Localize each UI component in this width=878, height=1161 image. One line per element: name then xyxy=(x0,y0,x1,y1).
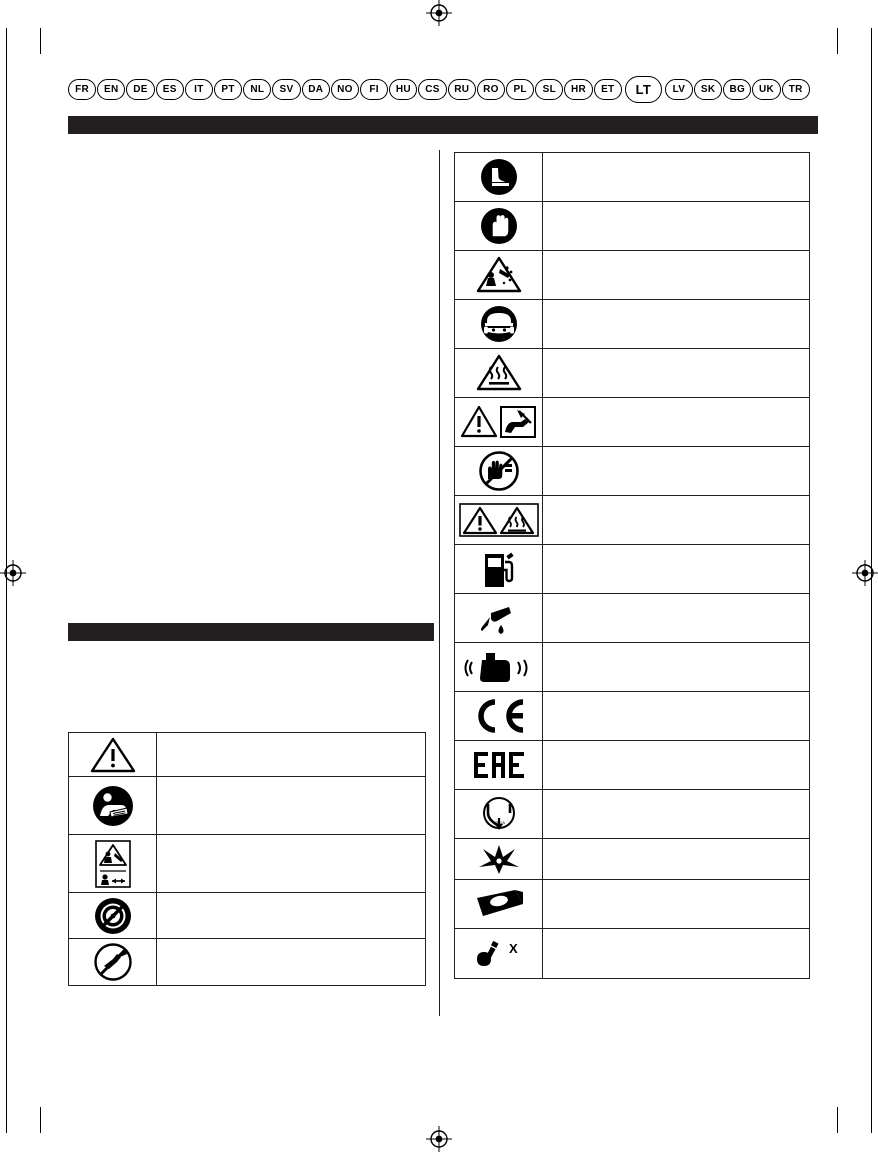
language-chip-no[interactable]: NO xyxy=(331,79,359,100)
symbol-cell-icon xyxy=(455,839,543,879)
symbol-cell-icon xyxy=(455,545,543,593)
language-chip-pl[interactable]: PL xyxy=(506,79,534,100)
symbol-description xyxy=(157,733,425,776)
language-chip-ru[interactable]: RU xyxy=(448,79,476,100)
language-chip-nl[interactable]: NL xyxy=(243,79,271,100)
language-chip-tr[interactable]: TR xyxy=(782,79,810,100)
symbol-description xyxy=(543,202,809,250)
crop-mark-top-right xyxy=(837,28,838,54)
symbol-cell-icon xyxy=(455,447,543,495)
table-row xyxy=(455,692,809,741)
symbol-description xyxy=(543,153,809,201)
symbol-cell-icon xyxy=(455,153,543,201)
symbol-cell-icon xyxy=(455,929,543,978)
crop-mark-top-left xyxy=(40,28,41,54)
symbol-description xyxy=(543,496,809,544)
symbol-cell-icon xyxy=(455,692,543,740)
language-chip-sl[interactable]: SL xyxy=(535,79,563,100)
no-hands-rotating-parts-icon xyxy=(468,451,530,491)
symbol-cell-icon xyxy=(455,349,543,397)
symbol-cell-icon xyxy=(455,643,543,691)
language-chip-lv[interactable]: LV xyxy=(665,79,693,100)
language-chip-ro[interactable]: RO xyxy=(477,79,505,100)
table-row xyxy=(455,398,809,447)
shake-fuel-mix-icon xyxy=(464,647,534,687)
table-row xyxy=(455,447,809,496)
table-row xyxy=(69,939,425,985)
symbol-description xyxy=(543,594,809,642)
no-pressure-washer-icon xyxy=(82,942,144,982)
table-row xyxy=(455,643,809,692)
symbol-cell-icon xyxy=(69,733,157,776)
symbol-description xyxy=(543,839,809,879)
language-chip-lt[interactable]: LT xyxy=(625,76,662,103)
language-chip-cs[interactable]: CS xyxy=(418,79,446,100)
eye-ear-head-protection-icon xyxy=(468,304,530,344)
language-chip-hu[interactable]: HU xyxy=(389,79,417,100)
language-chip-it[interactable]: IT xyxy=(185,79,213,100)
language-chip-bg[interactable]: BG xyxy=(723,79,751,100)
symbol-description xyxy=(543,447,809,495)
table-row xyxy=(455,153,809,202)
grease-tube-icon xyxy=(468,884,530,924)
table-row xyxy=(455,545,809,594)
table-row xyxy=(455,300,809,349)
section-header-bar-symbols xyxy=(68,623,434,641)
table-row xyxy=(455,251,809,300)
no-blade-icon xyxy=(82,896,144,936)
crop-mark-bottom-left xyxy=(40,1107,41,1133)
language-chip-fi[interactable]: FI xyxy=(360,79,388,100)
symbol-cell-icon xyxy=(455,790,543,838)
left-column-body-text xyxy=(68,150,426,610)
language-selector[interactable] xyxy=(68,76,810,103)
symbol-cell-icon xyxy=(69,893,157,938)
symbol-cell-icon xyxy=(455,398,543,446)
table-row xyxy=(455,880,809,929)
symbol-description xyxy=(157,777,425,834)
symbol-cell-icon xyxy=(455,251,543,299)
language-chip-de[interactable]: DE xyxy=(126,79,154,100)
table-row xyxy=(455,594,809,643)
symbol-cell-icon xyxy=(455,202,543,250)
safety-alert-triangle-icon xyxy=(82,735,144,775)
cutting-hazard-hand-icon xyxy=(459,402,539,442)
svg-text:X: X xyxy=(508,940,518,956)
column-divider xyxy=(439,150,440,1016)
ukrainian-conformity-mark-icon xyxy=(468,794,530,834)
symbols-table-right xyxy=(454,152,810,979)
registration-target-bottom xyxy=(426,1126,452,1152)
keep-bystanders-away-icon xyxy=(82,844,144,884)
symbol-description xyxy=(543,741,809,789)
table-row xyxy=(69,733,425,777)
symbol-description xyxy=(157,939,425,985)
symbol-description xyxy=(543,349,809,397)
fuel-pump-icon xyxy=(468,549,530,589)
symbol-cell-icon xyxy=(69,939,157,985)
table-row xyxy=(455,839,809,880)
symbols-intro-text xyxy=(68,650,426,725)
symbol-cell-icon xyxy=(69,777,157,834)
symbol-description xyxy=(543,643,809,691)
table-row xyxy=(69,835,425,893)
safety-gloves-icon xyxy=(468,206,530,246)
symbol-description xyxy=(543,545,809,593)
language-chip-hr[interactable]: HR xyxy=(564,79,592,100)
language-chip-fr[interactable]: FR xyxy=(68,79,96,100)
symbol-cell-icon xyxy=(455,880,543,928)
symbol-cell-icon xyxy=(69,835,157,892)
language-chip-sv[interactable]: SV xyxy=(272,79,300,100)
language-chip-sk[interactable]: SK xyxy=(694,79,722,100)
symbol-description xyxy=(543,880,809,928)
language-chip-et[interactable]: ET xyxy=(594,79,622,100)
oil-can-drip-icon xyxy=(468,598,530,638)
svg-text:TR UA: TR UA xyxy=(492,820,505,825)
symbol-description xyxy=(157,835,425,892)
symbol-description xyxy=(543,300,809,348)
language-chip-da[interactable]: DA xyxy=(302,79,330,100)
ce-mark-icon xyxy=(468,696,530,736)
symbol-description xyxy=(157,893,425,938)
language-chip-en[interactable]: EN xyxy=(97,79,125,100)
section-header-bar-top xyxy=(68,116,818,134)
thrown-objects-warning-icon xyxy=(468,255,530,295)
warning-hot-surface-pair-icon xyxy=(459,500,539,540)
language-chip-es[interactable]: ES xyxy=(156,79,184,100)
symbol-cell-icon xyxy=(455,496,543,544)
symbol-description xyxy=(543,251,809,299)
registration-target-left xyxy=(0,560,26,586)
table-row xyxy=(455,929,809,978)
table-row xyxy=(455,202,809,251)
three-tooth-blade-icon xyxy=(468,839,530,879)
table-row xyxy=(455,349,809,398)
table-row xyxy=(455,741,809,790)
crop-mark-bottom-right xyxy=(837,1107,838,1133)
symbol-cell-icon xyxy=(455,594,543,642)
symbol-description xyxy=(543,790,809,838)
symbol-cell-icon xyxy=(455,741,543,789)
symbols-table-left xyxy=(68,732,426,986)
registration-target-top xyxy=(426,0,452,26)
spark-plug-x-icon xyxy=(468,934,530,974)
table-row xyxy=(69,777,425,835)
language-chip-pt[interactable]: PT xyxy=(214,79,242,100)
eac-mark-icon xyxy=(468,745,530,785)
safety-boots-icon xyxy=(468,157,530,197)
table-row xyxy=(455,496,809,545)
symbol-description xyxy=(543,398,809,446)
symbol-description xyxy=(543,929,809,978)
table-row xyxy=(69,893,425,939)
language-chip-uk[interactable]: UK xyxy=(752,79,780,100)
symbol-cell-icon xyxy=(455,300,543,348)
read-manual-icon xyxy=(82,786,144,826)
symbol-description xyxy=(543,692,809,740)
table-row xyxy=(455,790,809,839)
hot-surface-warning-icon xyxy=(468,353,530,393)
registration-target-right xyxy=(852,560,878,586)
